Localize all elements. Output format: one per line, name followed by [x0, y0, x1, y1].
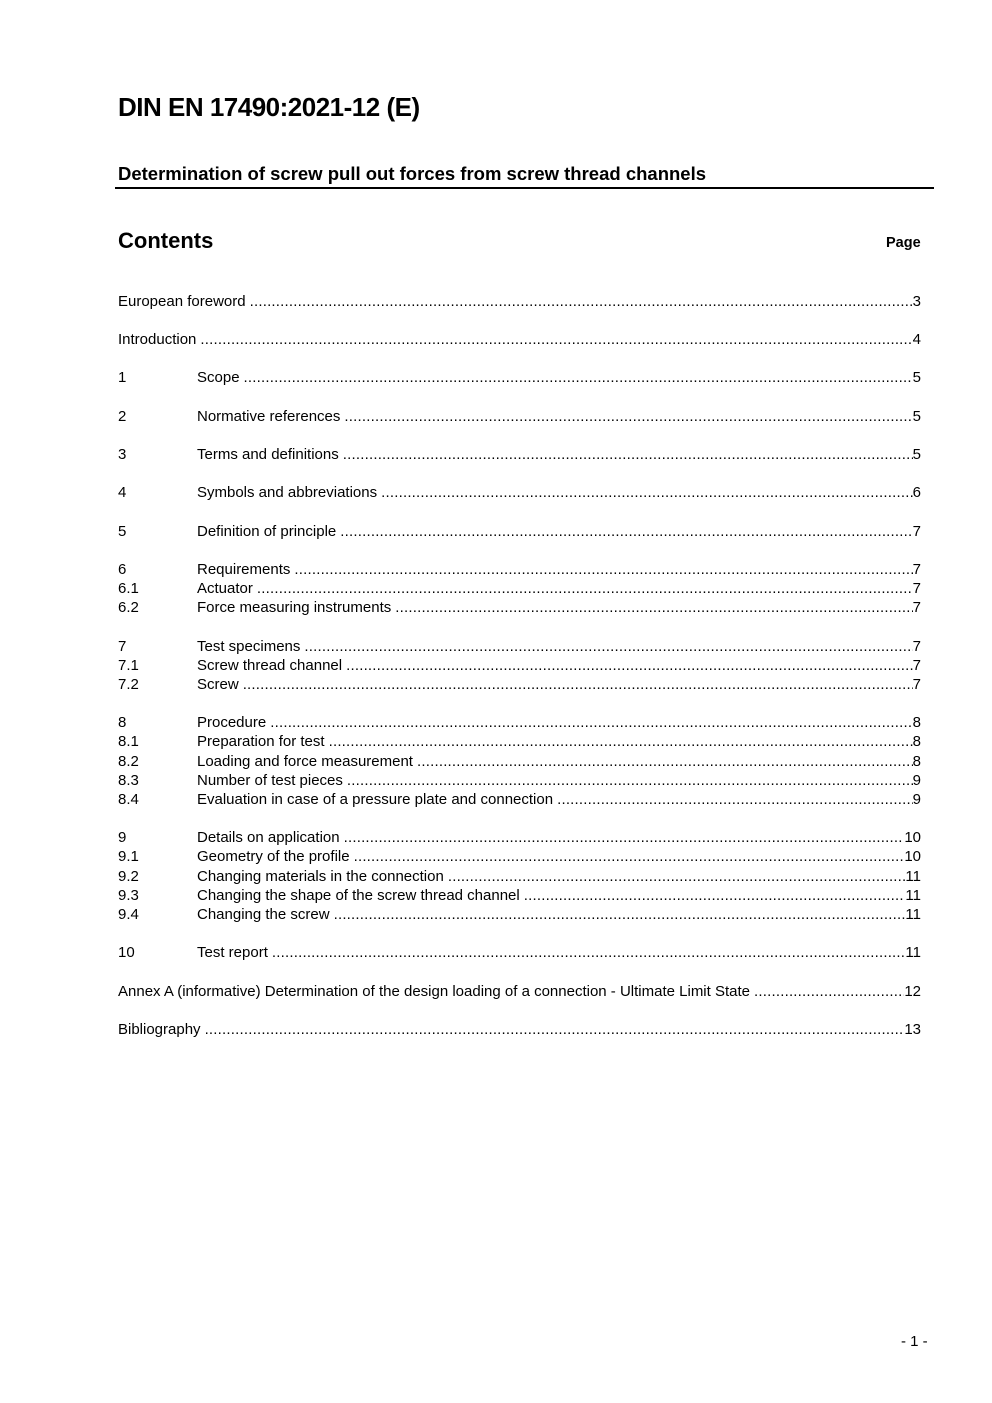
toc-entry[interactable]	[118, 905, 921, 924]
toc-entry-number: 7.2	[118, 676, 139, 693]
toc-entry-number: 8.2	[118, 753, 139, 770]
toc-entry[interactable]	[118, 407, 921, 426]
toc-dot-leader	[334, 905, 906, 924]
toc-entry[interactable]	[118, 483, 921, 502]
toc-dot-leader	[354, 847, 905, 866]
toc-entry-number: 8	[118, 714, 127, 731]
toc-entry-page: 11	[905, 944, 921, 961]
toc-entry-number: 9.3	[118, 887, 139, 904]
toc-entry-number: 6.2	[118, 599, 139, 616]
toc-entry-title: Procedure	[197, 714, 267, 731]
toc-entry-page: 6	[912, 484, 921, 501]
toc-entry[interactable]	[118, 292, 921, 311]
toc-entry-page: 12	[904, 983, 921, 1000]
toc-entry-page: 5	[912, 369, 921, 386]
toc-entry-number: 7.1	[118, 657, 139, 674]
toc-entry-page: 4	[912, 331, 921, 348]
toc-entry[interactable]	[118, 675, 921, 694]
toc-entry[interactable]	[118, 579, 921, 598]
toc-entry-title: Terms and definitions	[197, 446, 339, 463]
toc-dot-leader	[200, 330, 912, 349]
toc-entry-title: Preparation for test	[197, 733, 325, 750]
document-subtitle: Determination of screw pull out forces from screw thread channels	[118, 163, 707, 184]
toc-entry-number: 2	[118, 408, 127, 425]
toc-entry-page: 10	[904, 848, 921, 865]
toc-entry-page: 7	[912, 599, 921, 616]
toc-entry-page: 3	[912, 293, 921, 310]
toc-entry[interactable]	[118, 713, 921, 732]
toc-entry-title: Requirements	[197, 561, 291, 578]
toc-entry[interactable]	[118, 1020, 921, 1039]
toc-entry[interactable]	[118, 847, 921, 866]
toc-dot-leader	[294, 560, 912, 579]
toc-entry-number: 9.4	[118, 906, 139, 923]
toc-entry[interactable]	[118, 330, 921, 349]
toc-entry-number: 10	[118, 944, 135, 961]
toc-entry[interactable]	[118, 790, 921, 809]
toc-entry-number: 8.3	[118, 772, 139, 789]
toc-entry[interactable]	[118, 867, 921, 886]
toc-entry-title: Changing the shape of the screw thread channel	[197, 887, 520, 904]
toc-entry[interactable]	[118, 771, 921, 790]
toc-entry-page: 7	[912, 676, 921, 693]
document-id: DIN EN 17490:2021-12 (E)	[118, 92, 420, 122]
toc-entry-number: 1	[118, 369, 127, 386]
toc-entry-title: Test specimens	[197, 638, 301, 655]
toc-entry-title: Actuator	[197, 580, 253, 597]
toc-entry-page: 7	[912, 657, 921, 674]
toc-dot-leader	[754, 982, 904, 1001]
toc-entry[interactable]	[118, 445, 921, 464]
toc-entry-title: Scope	[197, 369, 240, 386]
toc-entry-title: Screw thread channel	[197, 657, 343, 674]
toc-dot-leader	[395, 598, 912, 617]
toc-entry-page: 11	[905, 887, 921, 904]
toc-dot-leader	[417, 752, 913, 771]
toc-dot-leader	[243, 675, 913, 694]
toc-entry-title: Geometry of the profile	[197, 848, 350, 865]
toc-entry[interactable]	[118, 943, 921, 962]
toc-entry-title: Evaluation in case of a pressure plate and connection	[197, 791, 554, 808]
toc-entry[interactable]	[118, 828, 921, 847]
toc-entry[interactable]	[118, 368, 921, 387]
toc-dot-leader	[557, 790, 913, 809]
toc-entry-number: 6.1	[118, 580, 139, 597]
toc-entry-number: 6	[118, 561, 127, 578]
toc-dot-leader	[346, 656, 913, 675]
toc-entry[interactable]	[118, 598, 921, 617]
toc-entry-page: 7	[912, 523, 921, 540]
toc-entry-page: 10	[904, 829, 921, 846]
toc-entry-page: 9	[912, 772, 921, 789]
toc-entry-title: Changing materials in the connection	[197, 868, 444, 885]
toc-entry-number: 8.4	[118, 791, 139, 808]
toc-entry-page: 8	[912, 714, 921, 731]
toc-entry-page: 8	[912, 753, 921, 770]
toc-entry-number: 9.2	[118, 868, 139, 885]
toc-entry-page: 11	[905, 868, 921, 885]
toc-entry-number: 4	[118, 484, 127, 501]
contents-heading: Contents	[118, 228, 214, 253]
toc-entry-title: Details on application	[197, 829, 340, 846]
toc-entry-title: Loading and force measurement	[197, 753, 413, 770]
toc-entry[interactable]	[118, 752, 921, 771]
toc-entry[interactable]	[118, 656, 921, 675]
toc-entry[interactable]	[118, 886, 921, 905]
toc-dot-leader	[344, 407, 912, 426]
toc-dot-leader	[250, 292, 913, 311]
toc-entry-title: Number of test pieces	[197, 772, 343, 789]
toc-dot-leader	[244, 368, 913, 387]
toc-entry-title: Screw	[197, 676, 239, 693]
toc-entry-title: Introduction	[118, 331, 197, 348]
page-column-heading: Page	[886, 235, 921, 251]
toc-dot-leader	[343, 445, 913, 464]
toc-dot-leader	[347, 771, 913, 790]
toc-entry[interactable]	[118, 982, 921, 1001]
toc-dot-leader	[524, 886, 906, 905]
toc-dot-leader	[381, 483, 913, 502]
toc-entry-page: 7	[912, 561, 921, 578]
toc-entry-number: 7	[118, 638, 127, 655]
toc-entry-title: Changing the screw	[197, 906, 330, 923]
toc-dot-leader	[448, 867, 906, 886]
toc-entry-title: Symbols and abbreviations	[197, 484, 378, 501]
toc-entry-title: Annex A (informative) Determination of the design loading of a connection - Ultimate Limit State	[118, 983, 750, 1000]
toc-entry-title: Bibliography	[118, 1021, 201, 1038]
toc-entry-page: 11	[905, 906, 921, 923]
toc-entry-page: 13	[904, 1021, 921, 1038]
toc-entry-number: 9.1	[118, 848, 139, 865]
toc-entry-page: 9	[912, 791, 921, 808]
toc-entry[interactable]	[118, 732, 921, 751]
toc-dot-leader	[270, 713, 912, 732]
toc-entry-page: 5	[912, 408, 921, 425]
toc-entry-page: 8	[912, 733, 921, 750]
toc-entry-title: Force measuring instruments	[197, 599, 392, 616]
toc-entry-number: 9	[118, 829, 127, 846]
toc-dot-leader	[272, 943, 906, 962]
toc-dot-leader	[257, 579, 913, 598]
toc-dot-leader	[340, 522, 912, 541]
title-divider	[115, 187, 934, 189]
toc-entry-title: Test report	[197, 944, 268, 961]
toc-entry-title: Definition of principle	[197, 523, 337, 540]
toc-entry[interactable]	[118, 560, 921, 579]
toc-dot-leader	[344, 828, 905, 847]
toc-entry-number: 3	[118, 446, 127, 463]
toc-entry-page: 7	[912, 638, 921, 655]
toc-entry[interactable]	[118, 637, 921, 656]
page-number: - 1 -	[901, 1333, 928, 1350]
toc-dot-leader	[205, 1020, 905, 1039]
toc-entry-number: 5	[118, 523, 127, 540]
toc-entry-title: European foreword	[118, 293, 246, 310]
toc-entry-page: 5	[912, 446, 921, 463]
toc-entry-number: 8.1	[118, 733, 139, 750]
toc-dot-leader	[304, 637, 912, 656]
toc-entry-title: Normative references	[197, 408, 341, 425]
toc-entry-page: 7	[912, 580, 921, 597]
toc-entry[interactable]	[118, 522, 921, 541]
toc-dot-leader	[329, 732, 913, 751]
